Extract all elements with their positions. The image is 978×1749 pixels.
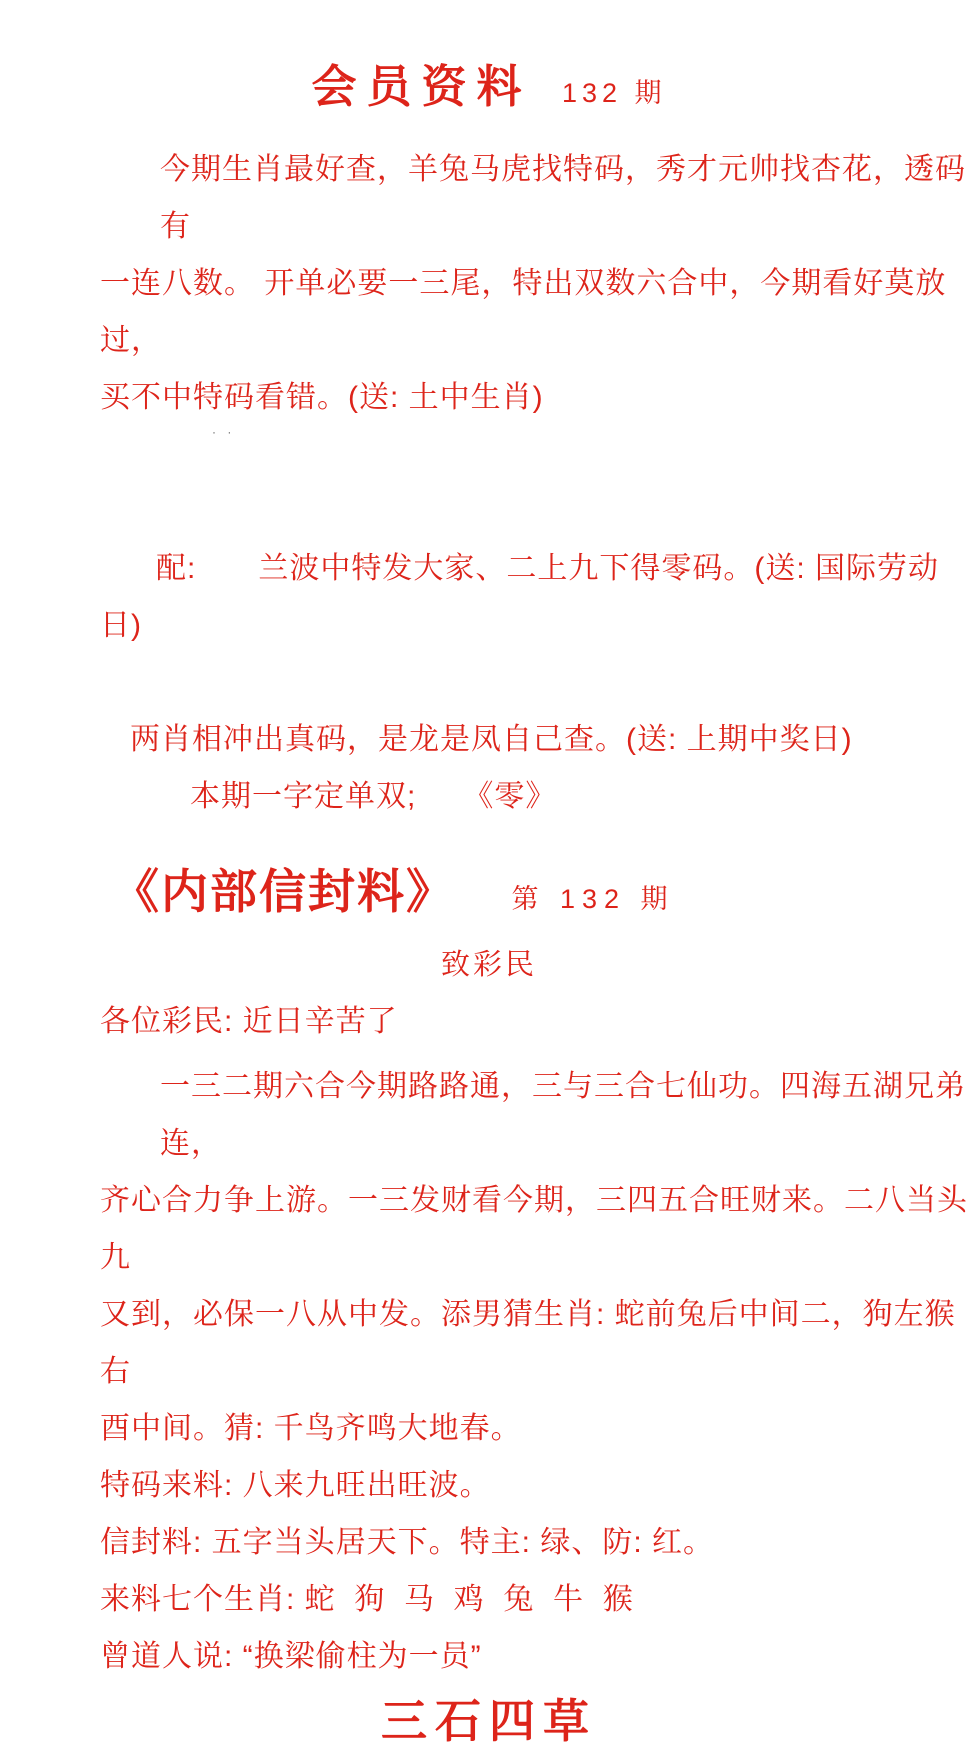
envelope-info-line: 信封料: 五字当头居天下。特主: 绿、防: 红。 bbox=[100, 1526, 715, 1559]
master-quote-line: 曾道人说: “换梁偷柱为一员” bbox=[100, 1640, 482, 1673]
envelope-paragraph-line-3: 又到，必保一八从中发。添男猜生肖: 蛇前兔后中间二，狗左猴右 bbox=[100, 1298, 956, 1388]
member-tip-line-2: 一连八数。 开单必要一三尾，特出双数六合中，今期看好莫放过， bbox=[100, 267, 947, 357]
pei-line-text: 配: 兰波中特发大家、二上九下得零码。(送: 国际劳动日) bbox=[100, 552, 940, 642]
special-code-line: 特码来料: 八来九旺出旺波。 bbox=[100, 1469, 491, 1502]
signature: 三石四草 bbox=[381, 1695, 597, 1747]
member-title: 会员资料 bbox=[311, 61, 532, 112]
envelope-paragraph-line-1: 一三二期六合今期路路通，三与三合七仙功。四海五湖兄弟连， bbox=[160, 1070, 966, 1160]
pei-line bbox=[0, 426, 978, 711]
envelope-title: 《内部信封料》 bbox=[112, 865, 455, 918]
greeting-line: 各位彩民: 近日辛苦了 bbox=[100, 1005, 398, 1038]
member-section-header bbox=[0, 0, 978, 115]
envelope-section-body bbox=[0, 993, 978, 1685]
member-tip-line-1: 今期生肖最好查，羊兔马虎找特码，秀才元帅找杏花，透码有 bbox=[160, 153, 966, 243]
envelope-section-header bbox=[0, 861, 978, 923]
member-section-body bbox=[0, 141, 978, 825]
single-double-line: 本期一字定单双; 《零》 bbox=[190, 780, 557, 813]
envelope-issue-number: 第 132 期 bbox=[511, 884, 675, 914]
member-issue-number: 132 期 bbox=[561, 78, 667, 108]
zodiac-list-line: 来料七个生肖: 蛇 狗 马 鸡 兔 牛 猴 bbox=[100, 1583, 634, 1616]
clash-zodiac-line: 两肖相冲出真码，是龙是凤自己查。(送: 上期中奖日) bbox=[130, 723, 853, 756]
ink-dots-artifact: · · bbox=[212, 425, 236, 439]
salutation: 致彩民 bbox=[440, 949, 537, 981]
envelope-paragraph bbox=[0, 1058, 978, 1457]
member-tip-line-3: 买不中特码看错。(送: 土中生肖) bbox=[100, 381, 544, 414]
envelope-paragraph-line-4: 酉中间。猜: 千鸟齐鸣大地春。 bbox=[100, 1412, 522, 1445]
envelope-paragraph-line-2: 齐心合力争上游。一三发财看今期，三四五合旺财来。二八当头九 bbox=[100, 1184, 968, 1274]
